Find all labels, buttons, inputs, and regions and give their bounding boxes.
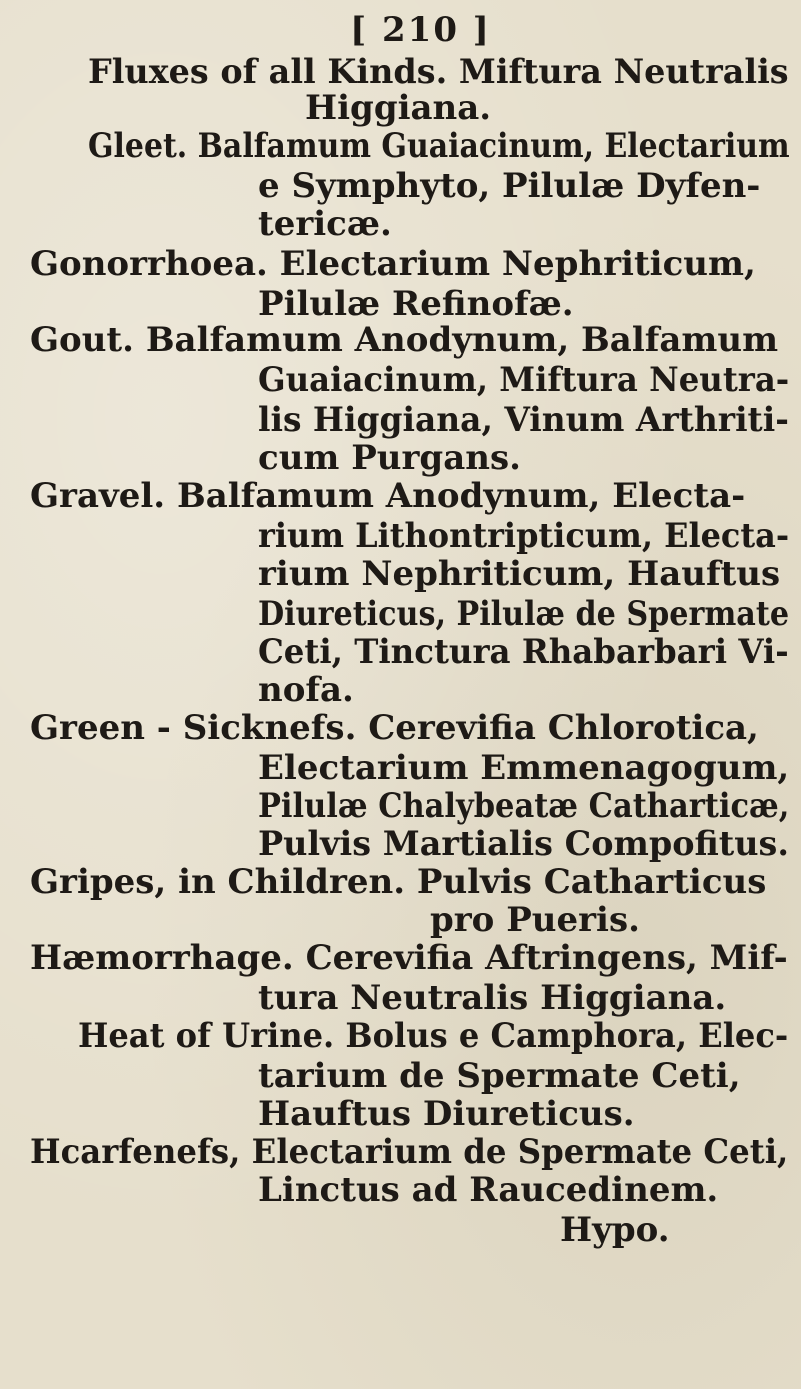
text-line: cum Purgans. xyxy=(258,438,521,478)
text-line: rium Nephriticum, Hauftus xyxy=(258,554,781,594)
text-line: Diureticus, Pilulæ de Spermate xyxy=(258,594,790,634)
text-line: Gripes, in Children. Pulvis Catharticus xyxy=(30,862,767,902)
text-line: lis Higgiana, Vinum Arthriti- xyxy=(258,400,789,440)
text-line: tarium de Spermate Ceti, xyxy=(258,1056,741,1096)
page-number: [ 210 ] xyxy=(350,10,491,50)
text-line: Pilulæ Chalybeatæ Catharticæ, xyxy=(258,786,790,826)
text-line: pro Pueris. xyxy=(430,900,640,940)
text-line: Heat of Urine. Bolus e Camphora, Elec- xyxy=(78,1016,789,1056)
text-line: Gout. Balfamum Anodynum, Balfamum xyxy=(30,320,779,360)
text-line: Pilulæ Refinofæ. xyxy=(258,284,574,324)
text-line: Higgiana. xyxy=(305,88,492,128)
text-line: Fluxes of all Kinds. Miftura Neutralis xyxy=(88,52,789,92)
text-line: Gleet. Balfamum Guaiacinum, Electarium xyxy=(88,126,790,166)
text-line: Electarium Emmenagogum, xyxy=(258,748,790,788)
text-line: Gonorrhoea. Electarium Nephriticum, xyxy=(30,244,756,284)
text-line: Hauftus Diureticus. xyxy=(258,1094,635,1134)
text-line: tericæ. xyxy=(258,204,392,244)
text-line: Hcarfenefs, Electarium de Spermate Ceti, xyxy=(30,1132,789,1172)
text-line: Linctus ad Raucedinem. xyxy=(258,1170,719,1210)
text-line: tura Neutralis Higgiana. xyxy=(258,978,727,1018)
catchword: Hypo. xyxy=(560,1210,670,1250)
text-line: Hæmorrhage. Cerevifia Aftringens, Mif- xyxy=(30,938,788,978)
text-line: nofa. xyxy=(258,670,354,710)
text-line: Green - Sicknefs. Cerevifia Chlorotica, xyxy=(30,708,759,748)
text-line: e Symphyto, Pilulæ Dyfen- xyxy=(258,166,761,206)
text-line: Gravel. Balfamum Anodynum, Electa- xyxy=(30,476,746,516)
text-line: Guaiacinum, Miftura Neutra- xyxy=(258,360,790,400)
text-line: rium Lithontripticum, Electa- xyxy=(258,516,790,556)
text-line: Ceti, Tinctura Rhabarbari Vi- xyxy=(258,632,789,672)
text-line: Pulvis Martialis Compofitus. xyxy=(258,824,790,864)
